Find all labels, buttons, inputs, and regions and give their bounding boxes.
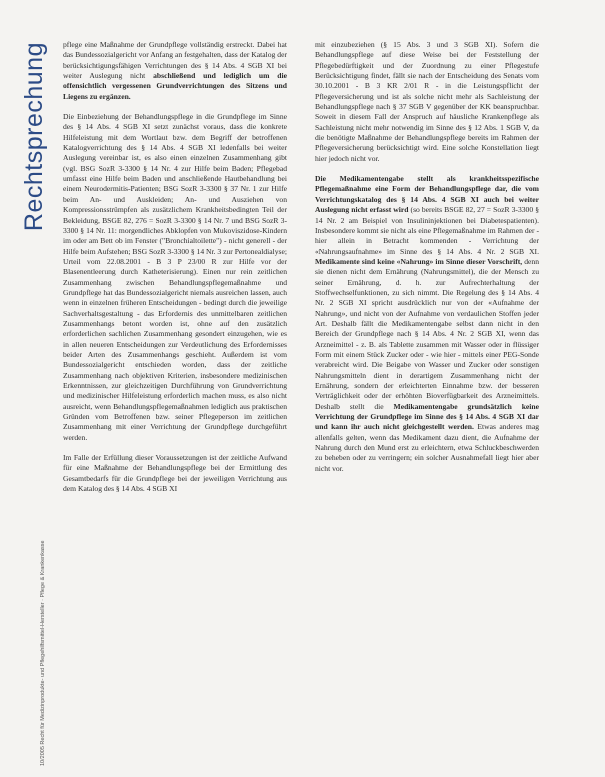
paragraph <box>63 40 287 102</box>
text-span: Etwas anderes mag allenfalls gelten, wenn das Medikament dazu dient, die Aufnahme der Nahrung durch den Mund erst zu erleichtern, etwa Schluckbeschwerden zu beheben oder zu verringern; ein solcher Ausnahmefall liegt hier aber nicht vor. <box>315 422 539 473</box>
paragraph: Im Falle der Erfüllung dieser Voraussetzungen ist der zeitliche Aufwand für eine Maßnahme der Behandlungspflege bei der Ermittlung des Gesamtbedarfs für die Grundpflege bei der jeweiligen Verrichtung aus dem Katalog des § 14 Abs. 4 SGB XI <box>63 453 287 494</box>
bold-text-span: Medikamente sind keine «Nahrung» im Sinne dieser Vorschrift, <box>315 256 523 266</box>
section-title: Rechtsprechung <box>20 42 48 232</box>
text-span: denn sie dienen nicht dem Ernährung (Nahrungsmittel), die der Mensch zu seiner Ernährung, d. h. zur Aufrechterhaltung der Stoffwechselfunktionen, zu sich nimmt. Die Regelung des § 14 Abs. 4 Nr. 2 SGB XI spricht ausdrücklich nur von der «Aufnahme der Nahrung», und nicht von der Aufnahme von verdaulichen Stoffen jeder Art. Deshalb fällt die Medikamentengabe selbst dann nicht in den Bereich der Grundpflege nach § 14 Abs. 4 Nr. 2 SGB XI, wenn das Arzneimittel - z. B. als Tablette zusammen mit Wasser oder in flüssiger Form mit einem Stück Zucker oder - wie hier - mittels einer PEG-Sonde verabreicht wird. Die Beigabe von Wasser und Zucker oder sonstigen Nahrungsmitteln dient in derartigem Zusammenhang nicht der Ernährung, sondern der erleichterten Einnahme bzw. der besseren Verträglichkeit oder der erhöhten Bioverfügbarkeit des Arzneimittels. Deshalb stellt die <box>315 256 539 411</box>
paragraph: Die Einbeziehung der Behandlungspflege in die Grundpflege im Sinne des § 14 Abs. 4 SGB XI setzt zunächst voraus, dass die konkrete Hilfeleistung mit dem Wortlaut bzw. dem Begriff der betroffenen Katalogverrichtung des § 14 Abs. 4 SGB XI ledenfalls bei weiter Auslegung vereinbar ist, es also einen einzelnen Zusammenhang gibt (vgl. BSG SozR 3-3300 § 14 Nr. 4 zur Hilfe beim Baden; Pflegebad umfasst eine Hilfe beim Baden und anschließende Hautbehandlung bei einem Neurodermitis-Patienten; BSG SozR 3-3300 § 37 Nr. 1 zur Hilfe beim An- und Auskleiden; An- und Ausziehen von Kompressionsstrümpfen als zusätzlichem Krankheitsbedingten Teil der Bekleidung, BSGE 82, 276 = SozR 3-3300 § 14 Nr. 7 und BSG SozR 3-3300 § 14 Nr. 11: morgendliches Abklopfen von Mukoviszidose-Kindern im oder am Bett ob im Fenster ("Bronchialtoilette") - nicht generell - der Hilfe beim Aufstehen; BSG SozR 3-3300 § 14 Nr. 3 zur Pertonealdialyse; Urteil vom 22.08.2001 - B 3 P 23/00 R zur Hilfe vor der Blasenentleerung durch Katheterisierung). Einen nur rein zeitlichen Zusammenhang zwischen Behandlungspflegemaßnahme und Grundpflege hat das Bundessozialgericht niemals ausreichen lassen, auch wenn in einzelnen früheren Entscheidungen - bedingt durch die jeweilige Sachverhaltsgestaltung - das Erfordernis des unmittelbaren zeitlichen Zusammenhangs betont worden ist, ohne auf den zusätzlich erforderlichen sachlichen Zusammenhang gesondert einzugehen, wie es in allen neueren Entscheidungen zur Verdeutlichung des Erfordernisses beider Arten des Zusammenhangs geschieht. Außerdem ist vom Bundessozialgericht entschieden worden, dass der zeitliche Zusammenhang nach objektiven Kriterien, insbesondere medizinischen Erkenntnissen, zur gleichzeitigen Durchführung von Grundverrichtung und medizinischer Hilfeleistung erforderlich machen muss, es also nicht ausreicht, wenn Behandlungspflegemaßnahmen lediglich aus praktischen Gründen vom Betroffenen bzw. seiner Pflegeperson im zeitlichen Zusammenhang mit einer Verrichtung der Grundpflege durchgeführt werden. <box>63 112 287 442</box>
bold-text-span: Die Medikamentengabe stellt als krankheitsspezifische Pflegemaßnahme eine Form der Behandlungspflege dar, die vom Verrichtungskatalog des § 14 Abs. 4 SGB XI auch bei weiter Auslegung nicht erfasst wird <box>315 174 539 215</box>
page-footer: 10/2005 Recht für Medizinprodukte- und Pflegehilfsmittel-Hersteller · Pflege & Krankenkasse <box>40 540 46 766</box>
bold-text-span: Medikamentengabe grundsätzlich keine Verrichtung der Grundpflege im Sinne des § 14 Abs. 4 SGB XI dar und kann ihr auch nicht gleichgestellt werden. <box>315 401 539 432</box>
text-span: (so bereits BSGE 82, 27 = SozR 3-3300 § 14 Nr. 2 am Beispiel von Insulininjektionen bei Diabetespatienten). Insbesondere kommt sie nicht als eine Pflegemaßnahme im Rahmen der - hier allein in Betracht kommenden - Verrichtung der «Nahrungsaufnahme» im Sinne des § 14 Abs. 4 Nr. 2 SGB XI. <box>315 205 539 256</box>
paragraph <box>315 174 539 474</box>
text-column-right <box>315 40 539 484</box>
text-span: pflege eine Maßnahme der Grundpflege vollständig erstreckt. Dabei hat das Bundessozialgericht vor Anfang an festgehalten, dass der Katalog der berücksichtigungsfähigen Verrichtungen des § 14 Abs. 4 SGB XI bei weiter Auslegung nicht <box>63 40 287 81</box>
paragraph: mit einzubeziehen (§ 15 Abs. 3 und 3 SGB XI). Sofern die Behandlungspflege auf diese Weise bei der Feststellung der Pflegebedürftigkeit und der Zuordnung zu einer Pflegestufe Berücksichtigung findet, fällt sie nach der Entscheidung des Senats vom 30.10.2001 - B 3 KR 2/01 R - in die Leistungspflicht der Pflegeversicherung und ist als solche nicht mehr als Sachleistung der Behandlungspflege nach § 37 SGB V gegenüber der KK beanspruchbar. Soweit in diesem Fall der Anspruch auf häusliche Krankenpflege als Sachleistung nicht mehr notwendig im Sinne des § 12 Abs. 1 SGB V, da die benötigte Maßnahme der Behandlungspflege bereits im Rahmen der Pflegeversicherung berücksichtigt wird. Eine solche Konstellation liegt hier jedoch nicht vor. <box>315 40 539 163</box>
bold-text-span: abschließend und lediglich um die offensichtlich vergessenen Grundverrichtungen des Sitzens und Liegens zu ergänzen. <box>63 71 287 101</box>
text-column-left <box>63 40 287 504</box>
